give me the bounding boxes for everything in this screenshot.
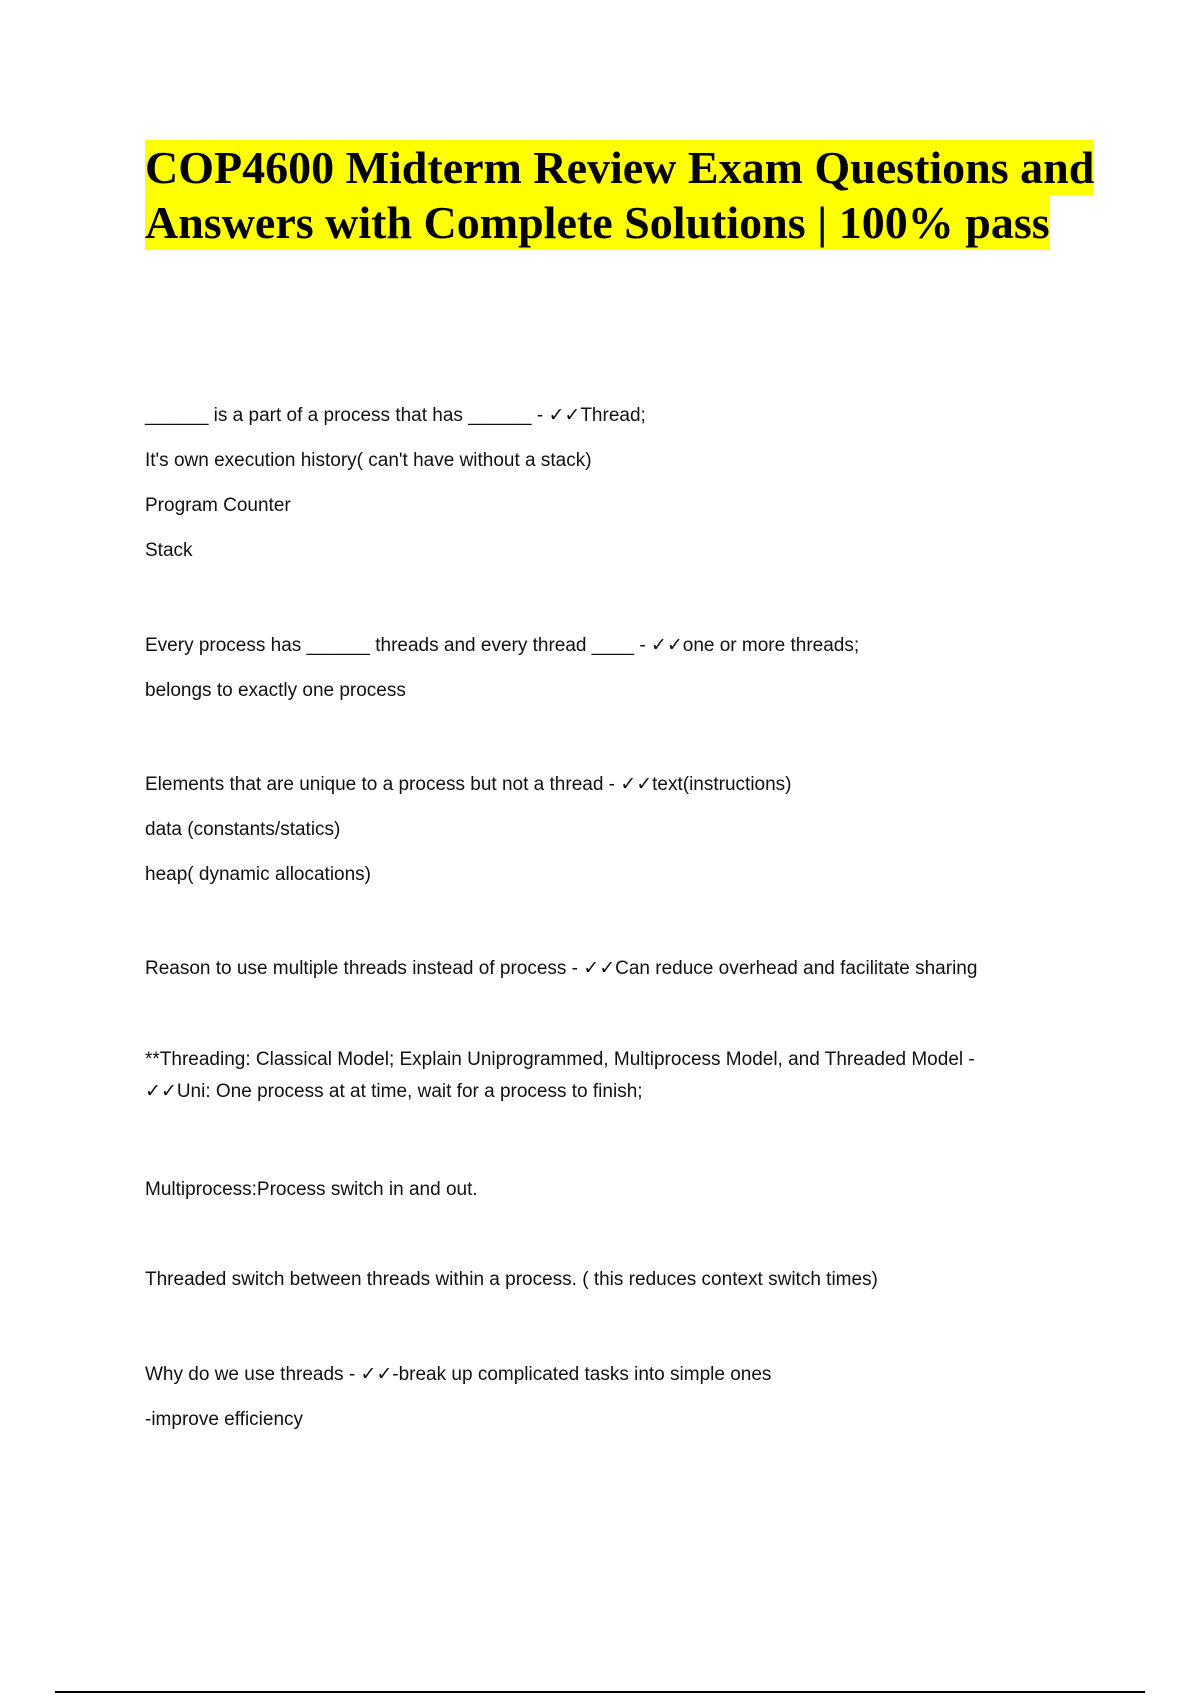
qa-item [145, 1044, 975, 1108]
qa-line: Every process has ______ threads and every thread ____ - ✓✓one or more threads; [145, 635, 860, 656]
qa-item [145, 1359, 771, 1436]
document-title [145, 140, 1105, 250]
qa-item [145, 630, 859, 707]
qa-item [145, 400, 646, 567]
qa-line: Elements that are unique to a process but not a thread - ✓✓text(instructions) [145, 774, 792, 795]
qa-item [145, 1174, 478, 1206]
qa-line: Why do we use threads - ✓✓-break up complicated tasks into simple ones [145, 1364, 772, 1385]
qa-item [145, 1264, 878, 1296]
qa-line: Threaded switch between threads within a process. ( this reduces context switch times) [145, 1269, 878, 1290]
qa-line: Program Counter [145, 495, 291, 516]
qa-item [145, 769, 792, 891]
qa-line: heap( dynamic allocations) [145, 864, 372, 885]
qa-line: Reason to use multiple threads instead of process - ✓✓Can reduce overhead and facilitate sharing [145, 958, 978, 979]
title-highlight: COP4600 Midterm Review Exam Questions and Answers with Complete Solutions | 100% pass [145, 142, 1095, 248]
qa-line: belongs to exactly one process [145, 680, 406, 701]
qa-line: Multiprocess:Process switch in and out. [145, 1179, 478, 1200]
qa-line: **Threading: Classical Model; Explain Uniprogrammed, Multiprocess Model, and Threaded Model - [145, 1049, 975, 1070]
footer-rule [55, 1691, 1145, 1693]
qa-line: -improve efficiency [145, 1409, 304, 1430]
qa-line: ✓✓Uni: One process at at time, wait for a process to finish; [145, 1081, 643, 1102]
qa-line: ______ is a part of a process that has ______ - ✓✓Thread; [145, 405, 646, 426]
qa-line: Stack [145, 540, 193, 561]
qa-line: data (constants/statics) [145, 819, 341, 840]
qa-line: It's own execution history( can't have without a stack) [145, 450, 592, 471]
qa-item [145, 953, 977, 985]
